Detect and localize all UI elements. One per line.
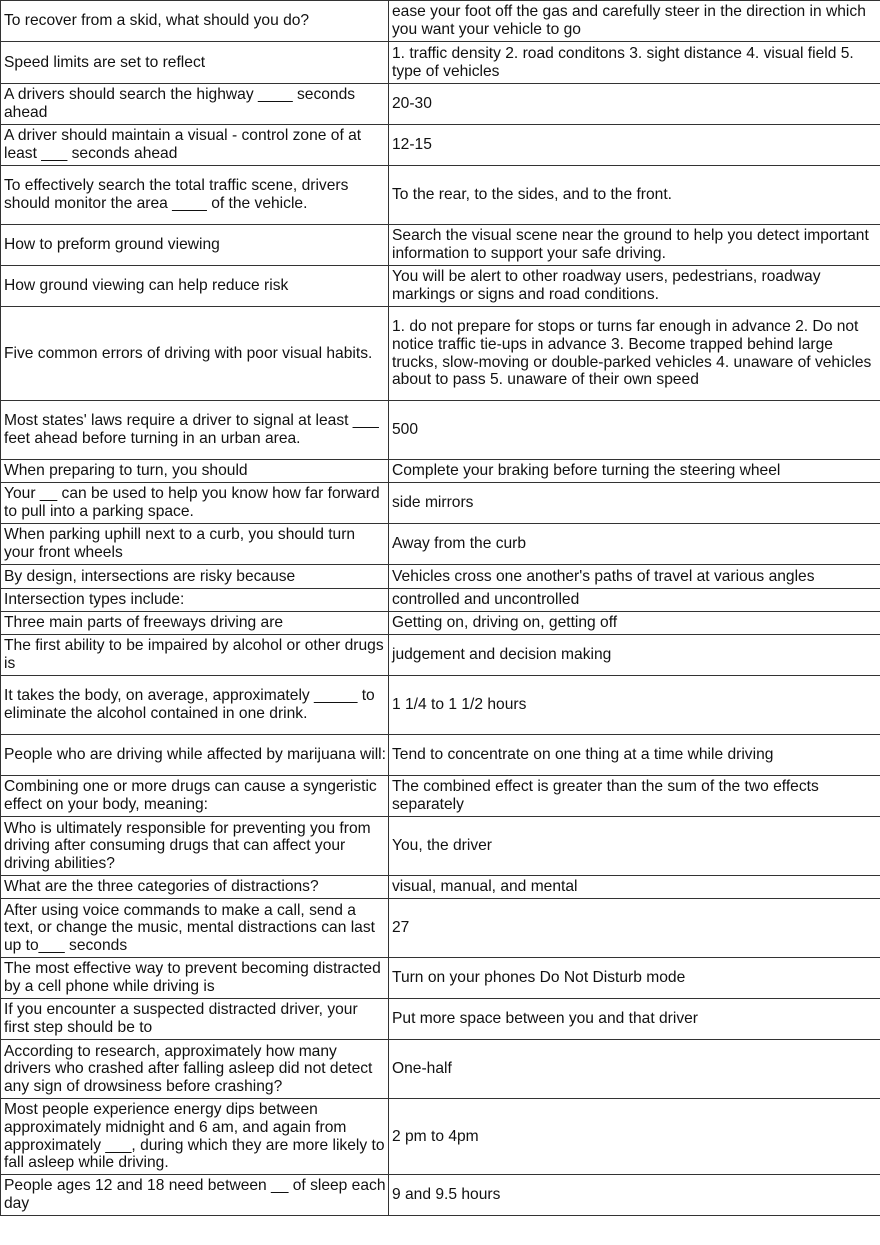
table-row xyxy=(1,1175,880,1216)
question-cell: The most effective way to prevent becoming distracted by a cell phone while driving is xyxy=(1,958,389,999)
answer-cell: 9 and 9.5 hours xyxy=(389,1175,880,1216)
question-cell: How ground viewing can help reduce risk xyxy=(1,266,389,307)
answer-cell: Tend to concentrate on one thing at a time while driving xyxy=(389,735,880,776)
question-cell: To recover from a skid, what should you do? xyxy=(1,1,389,42)
table-row xyxy=(1,483,880,524)
table-row xyxy=(1,1,880,42)
table-row xyxy=(1,612,880,635)
answer-cell: You, the driver xyxy=(389,817,880,876)
table-row xyxy=(1,817,880,876)
answer-cell: To the rear, to the sides, and to the front. xyxy=(389,166,880,225)
answer-cell: The combined effect is greater than the sum of the two effects separately xyxy=(389,776,880,817)
question-cell: Combining one or more drugs can cause a syngeristic effect on your body, meaning: xyxy=(1,776,389,817)
table-row xyxy=(1,1099,880,1175)
question-cell: To effectively search the total traffic scene, drivers should monitor the area ____ of the vehicle. xyxy=(1,166,389,225)
question-cell: If you encounter a suspected distracted driver, your first step should be to xyxy=(1,999,389,1040)
question-cell: How to preform ground viewing xyxy=(1,225,389,266)
answer-cell: 27 xyxy=(389,899,880,958)
table-row xyxy=(1,776,880,817)
question-cell: Three main parts of freeways driving are xyxy=(1,612,389,635)
answer-cell: 20-30 xyxy=(389,84,880,125)
table-row xyxy=(1,307,880,401)
table-row xyxy=(1,999,880,1040)
table-row xyxy=(1,166,880,225)
question-cell: Your __ can be used to help you know how far forward to pull into a parking space. xyxy=(1,483,389,524)
table-row xyxy=(1,635,880,676)
question-cell: It takes the body, on average, approximately _____ to eliminate the alcohol contained in one drink. xyxy=(1,676,389,735)
question-cell: According to research, approximately how many drivers who crashed after falling asleep did not detect any sign of drowsiness before crashing? xyxy=(1,1040,389,1099)
question-cell: Five common errors of driving with poor visual habits. xyxy=(1,307,389,401)
answer-cell: controlled and uncontrolled xyxy=(389,589,880,612)
answer-cell: One-half xyxy=(389,1040,880,1099)
question-cell: A drivers should search the highway ____ seconds ahead xyxy=(1,84,389,125)
question-cell: Speed limits are set to reflect xyxy=(1,42,389,84)
answer-cell: 2 pm to 4pm xyxy=(389,1099,880,1175)
question-cell: A driver should maintain a visual - control zone of at least ___ seconds ahead xyxy=(1,125,389,166)
answer-cell: Put more space between you and that driver xyxy=(389,999,880,1040)
table-row xyxy=(1,401,880,460)
answer-cell: Turn on your phones Do Not Disturb mode xyxy=(389,958,880,999)
question-cell: People ages 12 and 18 need between __ of sleep each day xyxy=(1,1175,389,1216)
answer-cell: 1. do not prepare for stops or turns far enough in advance 2. Do not notice traffic tie-ups in advance 3. Become trapped behind large trucks, slow-moving or double-parked vehicles 4. unaware of vehicles about to pass 5. unaware of their own speed xyxy=(389,307,880,401)
answer-cell: Vehicles cross one another's paths of travel at various angles xyxy=(389,565,880,589)
table-row xyxy=(1,42,880,84)
answer-cell: 1. traffic density 2. road conditons 3. sight distance 4. visual field 5. type of vehicles xyxy=(389,42,880,84)
answer-cell: Complete your braking before turning the steering wheel xyxy=(389,460,880,483)
table-row xyxy=(1,1040,880,1099)
table-row xyxy=(1,589,880,612)
table-row xyxy=(1,125,880,166)
answer-cell: Search the visual scene near the ground to help you detect important information to support your safe driving. xyxy=(389,225,880,266)
table-row xyxy=(1,899,880,958)
question-cell: Intersection types include: xyxy=(1,589,389,612)
question-cell: When parking uphill next to a curb, you should turn your front wheels xyxy=(1,524,389,565)
question-cell: By design, intersections are risky because xyxy=(1,565,389,589)
answer-cell: side mirrors xyxy=(389,483,880,524)
answer-cell: Getting on, driving on, getting off xyxy=(389,612,880,635)
question-cell: After using voice commands to make a call, send a text, or change the music, mental distractions can last up to___ seconds xyxy=(1,899,389,958)
answer-cell: 1 1/4 to 1 1/2 hours xyxy=(389,676,880,735)
answer-cell: visual, manual, and mental xyxy=(389,876,880,899)
table-row xyxy=(1,876,880,899)
question-cell: Most states' laws require a driver to signal at least ___ feet ahead before turning in an urban area. xyxy=(1,401,389,460)
question-cell: When preparing to turn, you should xyxy=(1,460,389,483)
table-row xyxy=(1,84,880,125)
table-row xyxy=(1,565,880,589)
answer-cell: Away from the curb xyxy=(389,524,880,565)
answer-cell: 12-15 xyxy=(389,125,880,166)
question-cell: The first ability to be impaired by alcohol or other drugs is xyxy=(1,635,389,676)
table-row xyxy=(1,524,880,565)
table-row xyxy=(1,676,880,735)
answer-cell: ease your foot off the gas and carefully steer in the direction in which you want your vehicle to go xyxy=(389,1,880,42)
table-row xyxy=(1,266,880,307)
question-cell: What are the three categories of distractions? xyxy=(1,876,389,899)
table-row xyxy=(1,225,880,266)
table-row xyxy=(1,460,880,483)
answer-cell: You will be alert to other roadway users, pedestrians, roadway markings or signs and road conditions. xyxy=(389,266,880,307)
answer-cell: judgement and decision making xyxy=(389,635,880,676)
table-row xyxy=(1,735,880,776)
question-cell: People who are driving while affected by marijuana will: xyxy=(1,735,389,776)
question-cell: Most people experience energy dips between approximately midnight and 6 am, and again from approximately ___, during which they are more likely to fall asleep while driving. xyxy=(1,1099,389,1175)
answer-cell: 500 xyxy=(389,401,880,460)
question-cell: Who is ultimately responsible for preventing you from driving after consuming drugs that can affect your driving abilities? xyxy=(1,817,389,876)
table-row xyxy=(1,958,880,999)
